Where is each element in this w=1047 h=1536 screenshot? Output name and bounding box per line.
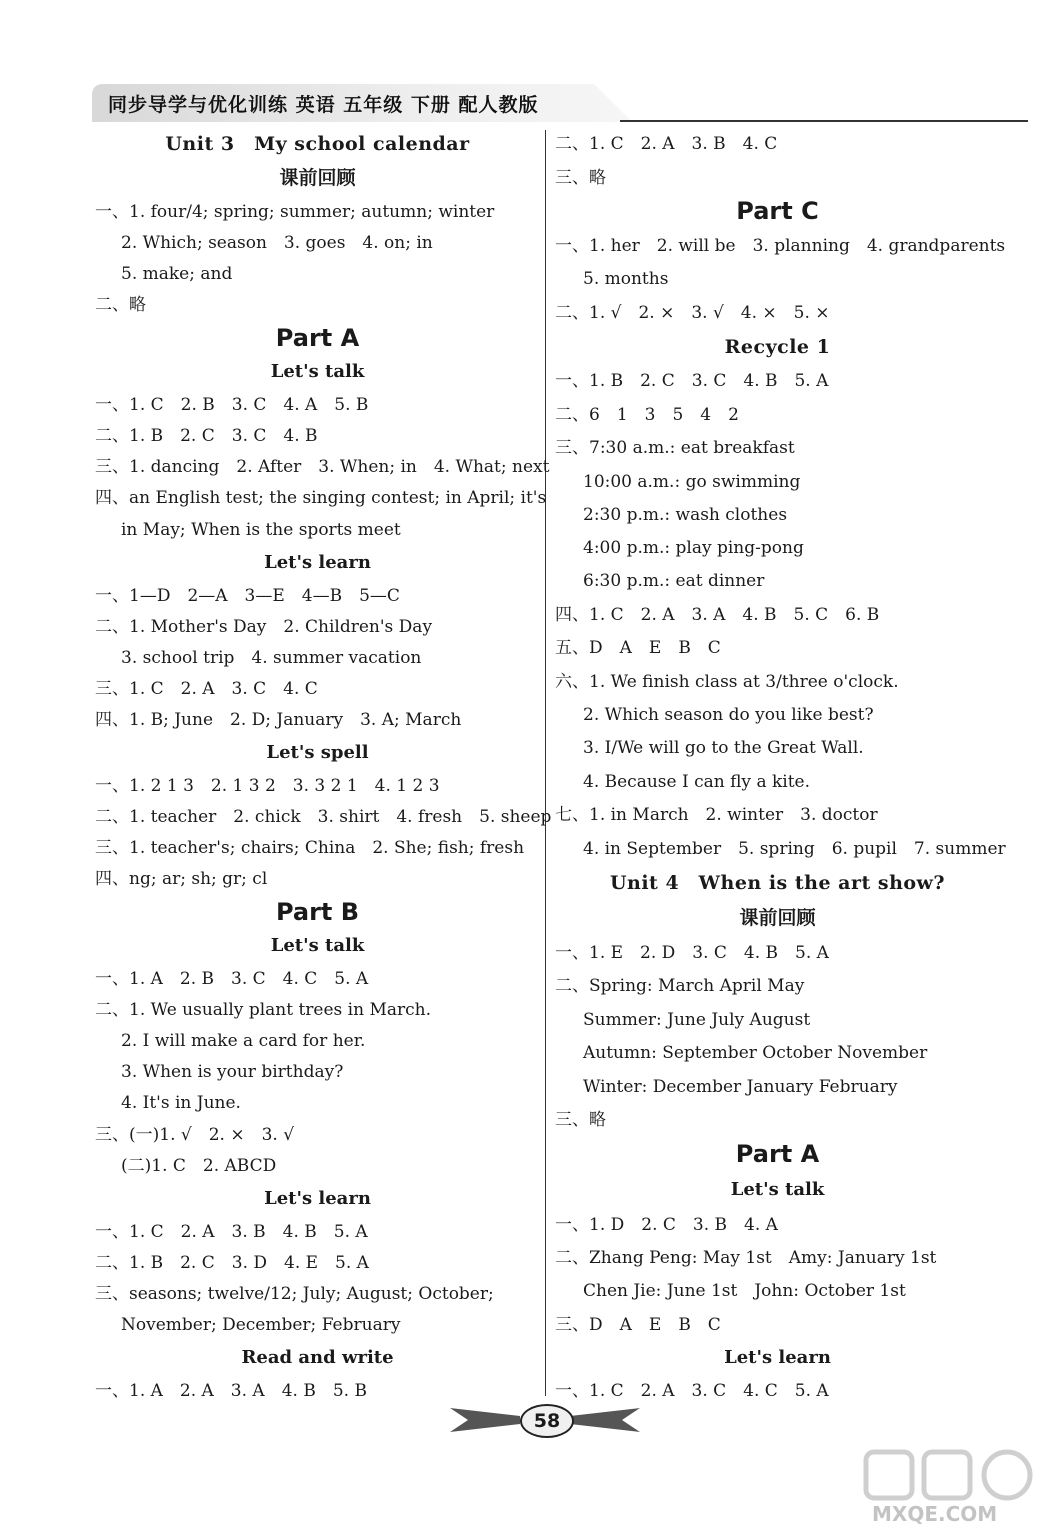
answer-line: 一、1. her 2. will be 3. planning 4. grandparents bbox=[555, 236, 1006, 256]
answer-line: 3. When is your birthday? bbox=[121, 1062, 344, 1082]
answer-line: 三、1. C 2. A 3. C 4. C bbox=[95, 679, 318, 699]
watermark-logo bbox=[862, 1446, 1037, 1502]
unit3-title: Unit 3 My school calendar bbox=[165, 133, 470, 155]
lets-talk-heading: Let's talk bbox=[270, 935, 365, 956]
answer-line: November; December; February bbox=[121, 1315, 401, 1335]
answer-line: 二、1. We usually plant trees in March. bbox=[95, 1000, 431, 1020]
answer-line: 5. make; and bbox=[121, 264, 233, 284]
part-c-heading: Part C bbox=[736, 197, 819, 225]
answer-line: 二、1. teacher 2. chick 3. shirt 4. fresh 5. sheep bbox=[95, 807, 552, 827]
answer-line: 一、1. A 2. A 3. A 4. B 5. B bbox=[95, 1381, 367, 1401]
right-ribbon bbox=[570, 1408, 640, 1432]
answer-line: 三、(一)1. √ 2. × 3. √ bbox=[95, 1125, 295, 1145]
answer-line: 四、an English test; the singing contest; in April; it's bbox=[95, 488, 547, 508]
answer-line: 3. I/We will go to the Great Wall. bbox=[583, 738, 864, 758]
answer-line: 三、seasons; twelve/12; July; August; October; bbox=[95, 1284, 494, 1304]
answer-line: 四、1. B; June 2. D; January 3. A; March bbox=[95, 710, 462, 730]
answer-line: 二、1. C 2. A 3. B 4. C bbox=[555, 134, 778, 154]
answer-line: 二、Zhang Peng: May 1st Amy: January 1st bbox=[555, 1248, 937, 1268]
read-write-heading: Read and write bbox=[241, 1347, 394, 1368]
answer-line: 4. It's in June. bbox=[121, 1093, 241, 1113]
answer-line: 三、1. teacher's; chairs; China 2. She; fish; fresh bbox=[95, 838, 525, 858]
answer-line: 一、1. D 2. C 3. B 4. A bbox=[555, 1215, 778, 1235]
answer-line: 一、1. C 2. A 3. C 4. C 5. A bbox=[555, 1381, 829, 1401]
part-a-heading: Part A bbox=[275, 324, 360, 352]
lets-learn-heading: Let's learn bbox=[264, 552, 371, 573]
page-number: 58 bbox=[520, 1404, 574, 1438]
answer-line: 二、1. B 2. C 3. D 4. E 5. A bbox=[95, 1253, 369, 1273]
recycle-heading: Recycle 1 bbox=[724, 336, 831, 358]
answer-line: 四、1. C 2. A 3. A 4. B 5. C 6. B bbox=[555, 605, 880, 625]
part-b-heading: Part B bbox=[275, 898, 360, 926]
answer-line: 六、1. We finish class at 3/three o'clock. bbox=[555, 672, 899, 692]
unit4-title: Unit 4 When is the art show? bbox=[609, 872, 946, 894]
answer-line: 二、1. B 2. C 3. C 4. B bbox=[95, 426, 318, 446]
answer-line: 6:30 p.m.: eat dinner bbox=[583, 571, 765, 591]
answer-line: 5. months bbox=[583, 269, 669, 289]
watermark-url: MXQE.COM bbox=[872, 1502, 998, 1526]
answer-line: Chen Jie: June 1st John: October 1st bbox=[583, 1281, 906, 1301]
answer-line: 二、Spring: March April May bbox=[555, 976, 805, 996]
answer-line: 三、略 bbox=[555, 1110, 606, 1130]
answer-line: 三、D A E B C bbox=[555, 1315, 721, 1335]
answer-line: 一、1. E 2. D 3. C 4. B 5. A bbox=[555, 943, 829, 963]
answer-line: 2. Which; season 3. goes 4. on; in bbox=[121, 233, 433, 253]
answer-line: 一、1. four/4; spring; summer; autumn; winter bbox=[95, 202, 495, 222]
header-title: 同步导学与优化训练 英语 五年级 下册 配人教版 bbox=[108, 94, 539, 116]
answer-line: in May; When is the sports meet bbox=[121, 520, 401, 540]
answer-line: 五、D A E B C bbox=[555, 638, 721, 658]
lets-learn-heading: Let's learn bbox=[264, 1188, 371, 1209]
answer-line: 一、1—D 2—A 3—E 4—B 5—C bbox=[95, 586, 400, 606]
watermark bbox=[862, 1446, 1037, 1528]
part-a-heading: Part A bbox=[735, 1140, 820, 1168]
column-divider bbox=[545, 130, 546, 1396]
answer-line: 三、略 bbox=[555, 168, 606, 188]
answer-line: 2. I will make a card for her. bbox=[121, 1031, 366, 1051]
answer-line: 二、1. √ 2. × 3. √ 4. × 5. × bbox=[555, 303, 830, 323]
answer-line: 三、7:30 a.m.: eat breakfast bbox=[555, 438, 795, 458]
answer-line: 2. Which season do you like best? bbox=[583, 705, 874, 725]
answer-line: 2:30 p.m.: wash clothes bbox=[583, 505, 788, 525]
lets-spell-heading: Let's spell bbox=[266, 742, 369, 763]
answer-line: 4. in September 5. spring 6. pupil 7. summer bbox=[583, 839, 1006, 859]
answer-line: 一、1. B 2. C 3. C 4. B 5. A bbox=[555, 371, 829, 391]
answer-line: 一、1. A 2. B 3. C 4. C 5. A bbox=[95, 969, 369, 989]
answer-line: Summer: June July August bbox=[583, 1010, 811, 1030]
answer-line: 二、1. Mother's Day 2. Children's Day bbox=[95, 617, 433, 637]
answer-line: (二)1. C 2. ABCD bbox=[121, 1156, 277, 1176]
header-rule bbox=[620, 120, 1028, 122]
answer-line: 二、6 1 3 5 4 2 bbox=[555, 405, 739, 425]
answer-line: Autumn: September October November bbox=[583, 1043, 928, 1063]
left-ribbon bbox=[450, 1408, 520, 1432]
answer-line: 3. school trip 4. summer vacation bbox=[121, 648, 422, 668]
answer-line: 七、1. in March 2. winter 3. doctor bbox=[555, 805, 878, 825]
answer-line: 4:00 p.m.: play ping-pong bbox=[583, 538, 804, 558]
lets-learn-heading: Let's learn bbox=[724, 1347, 831, 1368]
lets-talk-heading: Let's talk bbox=[730, 1179, 825, 1200]
answer-line: 一、1. C 2. A 3. B 4. B 5. A bbox=[95, 1222, 368, 1242]
lets-talk-heading: Let's talk bbox=[270, 361, 365, 382]
answer-line: 二、略 bbox=[95, 295, 146, 315]
answer-line: 四、ng; ar; sh; gr; cl bbox=[95, 869, 268, 889]
review-heading: 课前回顾 bbox=[279, 167, 356, 189]
answer-line: 4. Because I can fly a kite. bbox=[583, 772, 811, 792]
answer-line: Winter: December January February bbox=[583, 1077, 898, 1097]
answer-line: 一、1. 2 1 3 2. 1 3 2 3. 3 2 1 4. 1 2 3 bbox=[95, 776, 440, 796]
review-heading: 课前回顾 bbox=[739, 907, 816, 929]
answer-line: 一、1. C 2. B 3. C 4. A 5. B bbox=[95, 395, 369, 415]
answer-line: 三、1. dancing 2. After 3. When; in 4. What; next bbox=[95, 457, 550, 477]
answer-line: 10:00 a.m.: go swimming bbox=[583, 472, 801, 492]
